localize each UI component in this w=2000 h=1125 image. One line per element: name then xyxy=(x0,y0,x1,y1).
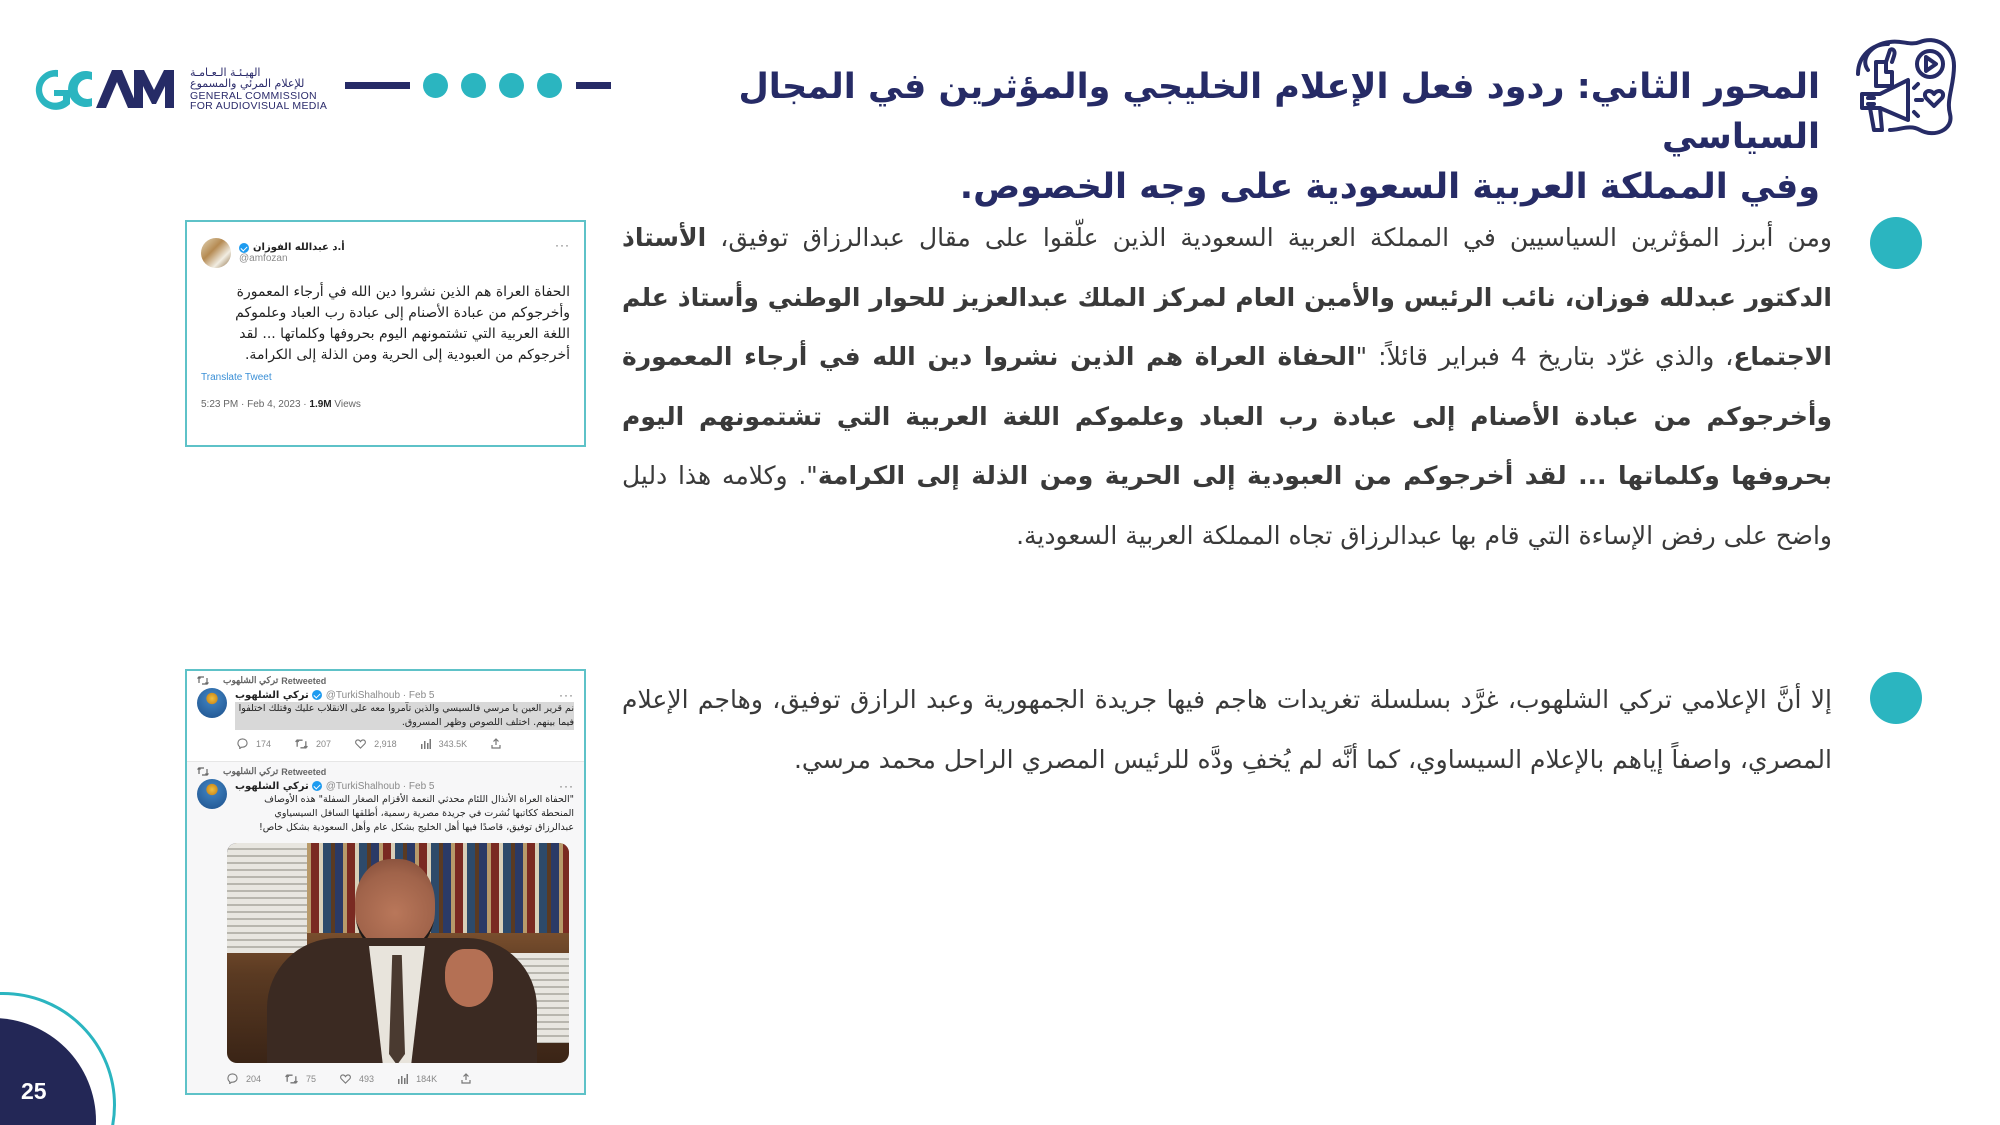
tweet-actions xyxy=(227,1073,574,1084)
reply-button[interactable]: 174 xyxy=(237,738,271,749)
retweet-indicator: تركي الشلهوب Retweeted xyxy=(197,766,574,777)
share-button[interactable] xyxy=(461,1073,479,1084)
tweet-handle[interactable]: @TurkiShalhoub · Feb 5 xyxy=(325,780,435,792)
paper-stack xyxy=(227,843,307,953)
page-number: 25 xyxy=(21,1078,47,1104)
views-chart-icon xyxy=(421,739,431,749)
logo-arabic-line1: الهيـئـة الـعـامـة xyxy=(190,65,261,79)
tweet-header xyxy=(201,238,570,268)
bullet-point xyxy=(1870,672,1922,724)
more-options-icon[interactable]: ··· xyxy=(559,688,574,702)
tweet-timestamp: 5:23 PM · Feb 4, 2023 · 1.9M Views xyxy=(201,399,361,410)
retweet-icon xyxy=(295,739,308,749)
gcam-logo xyxy=(30,62,327,116)
tweet-handle[interactable]: @amfozan xyxy=(239,253,288,264)
retweet-icon xyxy=(197,676,209,685)
reply-button[interactable]: 204 xyxy=(227,1073,261,1084)
share-icon xyxy=(491,738,501,749)
tweet-2 xyxy=(187,761,584,1084)
paragraph-2: إلا أنَّ الإعلامي تركي الشلهوب، غرَّد بسلسلة تغريدات هاجم فيها جريدة الجمهورية وعبد الرازق توفيق، وهاجم الإعلام المصري، واصفاً إياهم بالإعلام السيساوي، كما أنَّه لم يُخفِ ودَّه للرئيس المصري الراحل محمد مرسي. xyxy=(622,685,1832,774)
tweet-display-name[interactable]: تركي الشلهوب xyxy=(235,689,309,701)
more-options-icon[interactable]: ··· xyxy=(555,238,570,252)
decor-dot xyxy=(537,73,562,98)
quoted-tweet-text: الحفاة العراة هم الذين نشروا دين الله في أرجاء المعمورة وأخرجوكم من عبادة الأصنام إلى عبادة رب العباد وعلموكم اللغة العربية التي تشتمونهم اليوم بحروفها وكلماتها ... لقد أخرجوكم من العبودية إلى الحرية ومن الذلة إلى الكرامة xyxy=(622,342,1832,490)
like-button[interactable]: 493 xyxy=(340,1074,374,1084)
decor-line xyxy=(576,82,611,89)
header-decoration xyxy=(345,72,611,98)
translate-tweet-link[interactable]: Translate Tweet xyxy=(201,372,272,383)
retweet-button[interactable]: 75 xyxy=(285,1074,316,1084)
page-title xyxy=(620,62,1820,212)
tweet-actions xyxy=(237,738,574,749)
decor-dot xyxy=(423,73,448,98)
views-chart-icon xyxy=(398,1074,408,1084)
title-line-1: المحور الثاني: ردود فعل الإعلام الخليجي والمؤثرين في المجال السياسي xyxy=(738,67,1820,157)
tweet-text: "الحفاة العراة الأنذال اللئام محدثي النعمة الأقزام الصغار السفلة" هذه الأوصاف المنحطة ككاتبها نُشرت في جريدة مصرية رسمية، أطلقها السافل السيسياوي عبدالرزاق توفيق، قاصدًا فيها أهل الخليج بشكل عام وأهل السعودية بشكل خاص! xyxy=(258,794,574,833)
tweet-card-fozan xyxy=(185,220,586,447)
decor-line xyxy=(345,82,410,89)
heart-icon xyxy=(340,1074,351,1084)
tweet-card-shalhoub xyxy=(185,669,586,1095)
share-button[interactable] xyxy=(491,738,509,749)
reply-icon xyxy=(227,1073,238,1084)
paragraph-1: ومن أبرز المؤثرين السياسيين في المملكة العربية السعودية الذين علّقوا على مقال عبدالرزاق توفيق، الأستاذ الدكتور عبدلله فوزان، نائب الرئيس والأمين العام لمركز الملك عبدالعزيز للحوار الوطني وأستاذ علم الاجتماع، والذي غرّد بتاريخ 4 فبراير قائلاً: "الحفاة العراة هم الذين نشروا دين الله في أرجاء المعمورة وأخرجوكم من عبادة الأصنام إلى عبادة رب العباد وعلموكم اللغة العربية التي تشتمونهم اليوم بحروفها وكلماتها ... لقد أخرجوكم من العبودية إلى الحرية ومن الذلة إلى الكرامة". وكلامه هذا دليل واضح على رفض الإساءة التي قام بها عبدالرزاق تجاه المملكة العربية السعودية. xyxy=(622,223,1833,550)
share-icon xyxy=(461,1073,471,1084)
heart-icon xyxy=(355,739,366,749)
decor-dot xyxy=(499,73,524,98)
decor-dot xyxy=(461,73,486,98)
retweet-indicator: تركي الشلهوب Retweeted xyxy=(197,675,574,686)
tweet-display-name[interactable]: تركي الشلهوب xyxy=(235,780,309,792)
retweet-button[interactable]: 207 xyxy=(295,739,331,749)
tweet-handle[interactable]: @TurkiShalhoub · Feb 5 xyxy=(325,689,435,701)
like-button[interactable]: 2,918 xyxy=(355,739,397,749)
avatar xyxy=(201,238,231,268)
bullet-point xyxy=(1870,217,1922,269)
tweet-text: نم قرير العين يا مرسي فالسيسي والذين تآمروا معه على الانقلاب عليك وقتلك اختلفوا فيما بينهم. اختلف اللصوص وظهر المسروق. xyxy=(235,702,574,730)
logo-english-line2: FOR AUDIOVISUAL MEDIA xyxy=(190,100,328,112)
views-button[interactable]: 184K xyxy=(398,1074,437,1084)
views-button[interactable]: 343.5K xyxy=(421,739,468,749)
reply-icon xyxy=(237,738,248,749)
verified-badge-icon xyxy=(239,243,249,253)
logo-arabic-line2: للإعلام المرئي والمسموع xyxy=(190,76,305,90)
title-line-2: وفي المملكة العربية السعودية على وجه الخصوص. xyxy=(959,167,1820,207)
verified-badge-icon xyxy=(312,781,322,791)
tweet-1 xyxy=(187,671,584,761)
verified-badge-icon xyxy=(312,690,322,700)
gcam-logo-mark xyxy=(30,64,180,114)
tweet-text: الحفاة العراة هم الذين نشروا دين الله في أرجاء المعمورة وأخرجوكم من عبادة الأصنام إلى عبادة رب العباد وعلموكم اللغة العربية التي تشتمونهم اليوم بحروفها وكلماتها ... لقد أخرجوكم من العبودية إلى الحرية ومن الذلة إلى الكرامة. xyxy=(235,284,570,363)
retweet-icon xyxy=(197,767,209,776)
views-count: 1.9M xyxy=(309,399,332,410)
person-hand xyxy=(445,949,493,1007)
tweet-display-name[interactable]: أ.د عبدالله الفوزان xyxy=(253,242,345,253)
logo-english-line1: GENERAL COMMISSION xyxy=(190,89,317,102)
retweet-icon xyxy=(285,1074,298,1084)
tweet-photo[interactable] xyxy=(227,843,569,1063)
more-options-icon[interactable]: ··· xyxy=(559,779,574,793)
avatar xyxy=(197,688,227,718)
avatar xyxy=(197,779,227,809)
megaphone-social-media-icon xyxy=(1850,30,1962,142)
quoted-person: الأستاذ الدكتور عبدلله فوزان، نائب الرئيس والأمين العام لمركز الملك عبدالعزيز للحوار الوطني وأستاذ علم الاجتماع xyxy=(622,223,1832,371)
